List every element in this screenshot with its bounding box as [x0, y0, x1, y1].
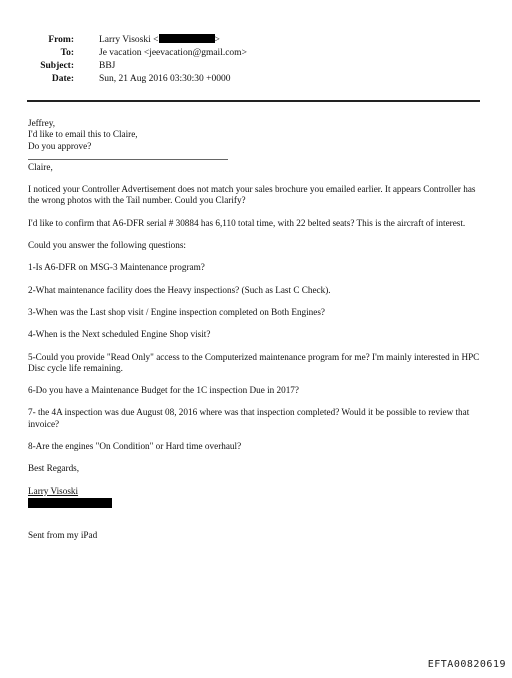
document-id: EFTA00820619 — [427, 659, 506, 670]
question-1: 1-Is A6-DFR on MSG-3 Maintenance program? — [28, 262, 205, 273]
to-value: Je vacation <jeevacation@gmail.com> — [99, 48, 247, 58]
closing: Best Regards, — [28, 463, 80, 474]
question-7: 7- the 4A inspection was due August 08, 2016 where was that inspection completed? Would it be possible to review that invoice? — [28, 407, 470, 429]
date-value: Sun, 21 Aug 2016 03:30:30 +0000 — [99, 74, 231, 84]
question-8: 8-Are the engines "On Condition" or Hard time overhaul? — [28, 441, 242, 452]
subject-label: Subject: — [40, 61, 74, 71]
paragraph-1: I noticed your Controller Advertisement does not match your sales brochure you emailed earlier. It appears Controller has the wrong photos with the Tail number. Could you Clarify? — [28, 184, 476, 206]
question-3: 3-When was the Last shop visit / Engine inspection completed on Both Engines? — [28, 306, 326, 317]
question-5: 5-Could you provide "Read Only" access to the Computerized maintenance program for me? I'm mainly interested in HPC Disc cycle life remaining. — [28, 351, 480, 373]
reply-line-1: I'd like to email this to Claire, — [28, 129, 138, 140]
reply-line-2: Do you approve? — [28, 140, 92, 151]
to-label: To: — [60, 48, 74, 58]
reply-greeting: Jeffrey, — [28, 118, 56, 128]
question-2: 2-What maintenance facility does the Heavy inspections? (Such as Last C Check). — [28, 284, 331, 295]
redaction-bar — [159, 34, 215, 43]
from-suffix: > — [214, 35, 220, 45]
sent-from: Sent from my iPad — [28, 529, 98, 540]
date-label: Date: — [51, 74, 74, 84]
from-label: From: — [48, 35, 74, 45]
header-date-row — [0, 73, 490, 85]
header-to-row — [0, 47, 490, 59]
header-from-row — [0, 34, 490, 46]
email-body — [28, 118, 480, 541]
question-6: 6-Do you have a Maintenance Budget for the 1C inspection Due in 2017? — [28, 385, 299, 396]
signature-name: Larry Visoski — [28, 485, 79, 496]
question-4: 4-When is the Next scheduled Engine Shop visit? — [28, 329, 211, 340]
from-value: Larry Visoski < — [99, 35, 159, 45]
redaction-bar — [28, 498, 112, 508]
quote-divider — [28, 159, 228, 160]
message-salutation: Claire, — [28, 161, 53, 172]
header-divider — [27, 100, 480, 102]
paragraph-3: Could you answer the following questions: — [28, 240, 186, 251]
paragraph-2: I'd like to confirm that A6-DFR serial # 30884 has 6,110 total time, with 22 belted seats? This is the aircraft of interest. — [28, 217, 466, 228]
header-subject-row — [0, 60, 490, 72]
subject-value: BBJ — [99, 61, 116, 71]
